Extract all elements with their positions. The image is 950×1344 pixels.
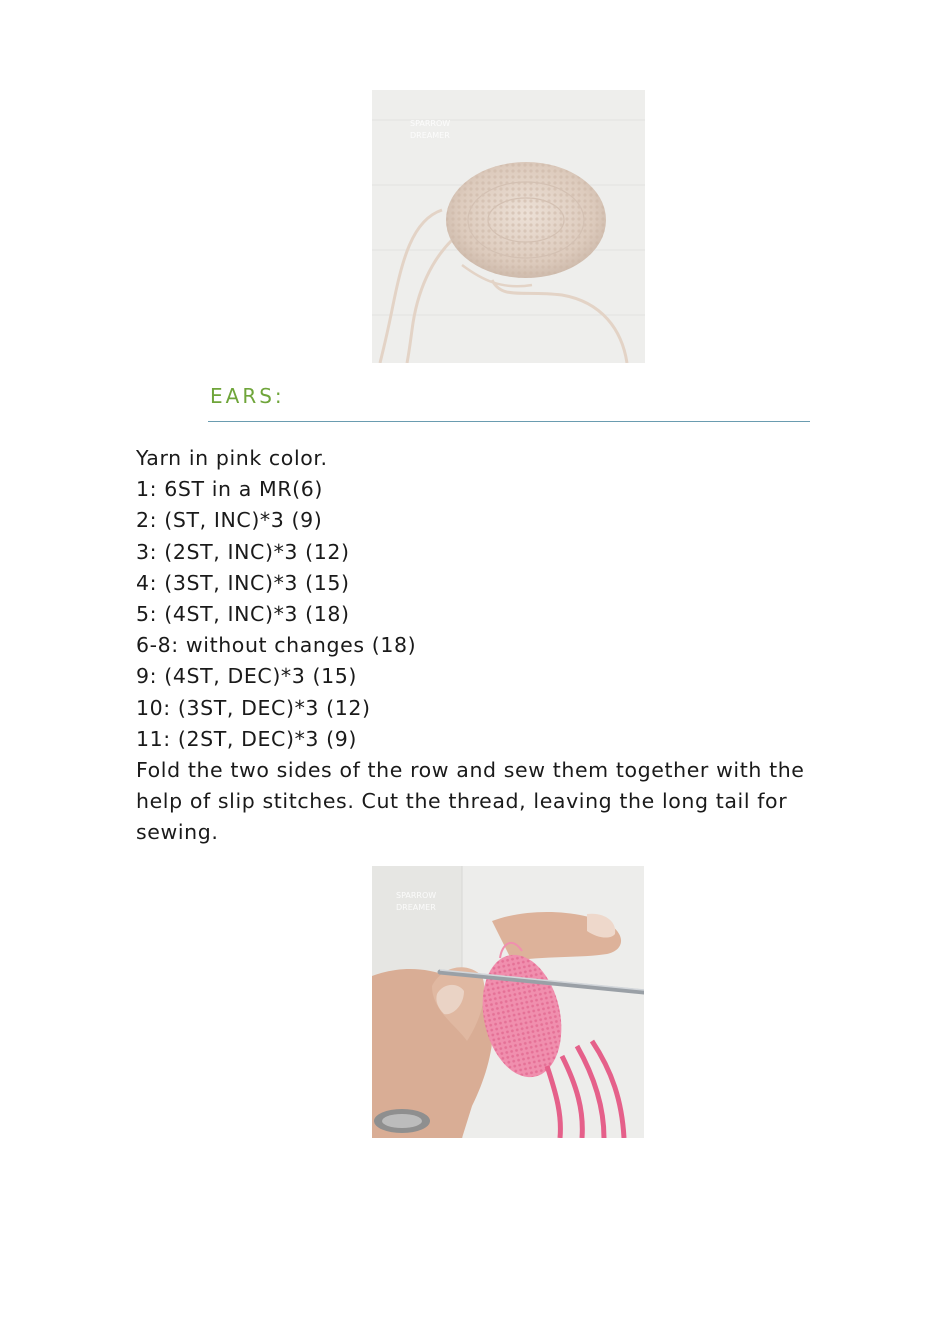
instruction-paragraph: Fold the two sides of the row and sew them together with the help of slip stitches. Cut the thread, leaving the long tail for sewing.: [136, 758, 805, 845]
watermark-line-1: SPARROW: [410, 119, 451, 128]
heading-divider: [208, 421, 810, 422]
watermark-line-2: DREAMER: [410, 131, 450, 140]
instruction-line: 10: (3ST, DEC)*3 (12): [136, 695, 371, 720]
instruction-line: 11: (2ST, DEC)*3 (9): [136, 726, 358, 751]
watermark-line-1: SPARROW: [396, 891, 437, 900]
instruction-line: 2: (ST, INC)*3 (9): [136, 508, 323, 533]
instruction-line: 3: (2ST, INC)*3 (12): [136, 539, 350, 564]
instruction-line: 4: (3ST, INC)*3 (15): [136, 570, 350, 595]
watermark-line-2: DREAMER: [396, 903, 436, 912]
section-heading-ears: EARS:: [210, 384, 285, 408]
instruction-line: 9: (4ST, DEC)*3 (15): [136, 664, 358, 689]
instruction-line: 5: (4ST, INC)*3 (18): [136, 602, 350, 627]
instruction-line: 6-8: without changes (18): [136, 633, 417, 658]
instructions-block: [136, 443, 836, 849]
photo-crocheted-oval: [372, 90, 645, 363]
instruction-line: 1: 6ST in a MR(6): [136, 477, 324, 502]
instruction-line: Yarn in pink color.: [136, 446, 328, 470]
photo-pink-ear-in-hand: [372, 866, 644, 1138]
